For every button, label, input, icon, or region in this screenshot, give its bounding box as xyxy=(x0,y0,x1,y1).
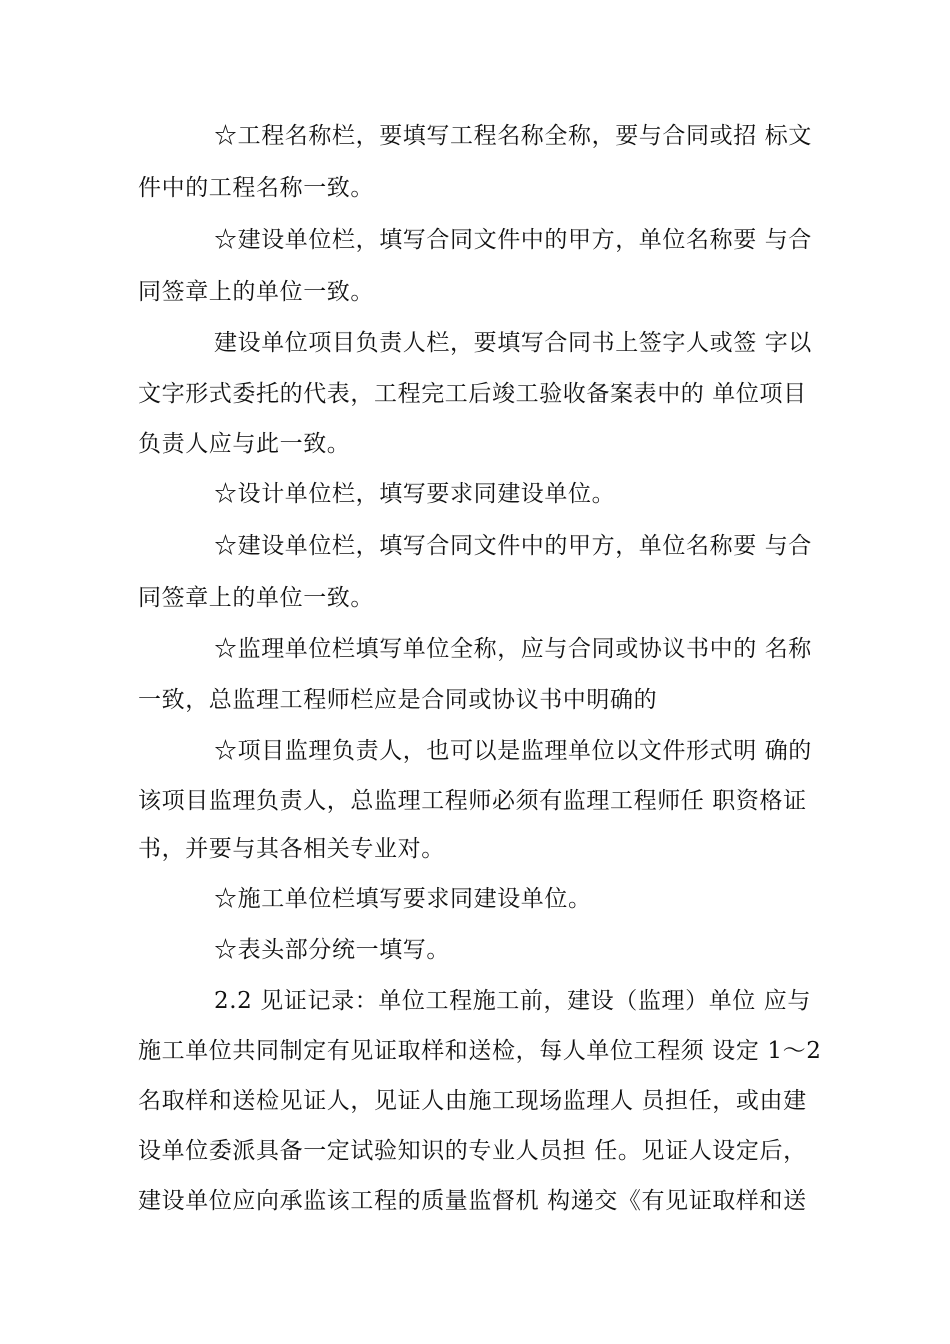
text-line: ☆设计单位栏，填写要求同建设单位。 xyxy=(214,481,616,507)
text-line: ☆建设单位栏，填写合同文件中的甲方，单位名称要 与合 xyxy=(214,227,812,253)
text-line: 同签章上的单位一致。 xyxy=(138,279,374,305)
text-line: 名取样和送检见证人，见证人由施工现场监理人 员担任，或由建 xyxy=(138,1088,807,1114)
text-line: 一致，总监理工程师栏应是合同或协议书中明确的 xyxy=(138,687,658,713)
text-line: ☆工程名称栏，要填写工程名称全称，要与合同或招 标文 xyxy=(214,123,812,149)
text-line: 书，并要与其各相关专业对。 xyxy=(138,836,445,862)
text-line: 建设单位应向承监该工程的质量监督机 构递交《有见证取样和送 xyxy=(138,1188,807,1214)
text-line: 文字形式委托的代表，工程完工后竣工验收备案表中的 单位项目 xyxy=(138,381,807,407)
text-line: ☆建设单位栏，填写合同文件中的甲方，单位名称要 与合 xyxy=(214,533,812,559)
text-line: 该项目监理负责人，总监理工程师必须有监理工程师任 职资格证 xyxy=(138,788,807,814)
text-line: 设单位委派具备一定试验知识的专业人员担 任。见证人设定后， xyxy=(138,1138,807,1164)
text-line: 2.2 见证记录：单位工程施工前，建设（监理）单位 应与 xyxy=(214,988,811,1014)
text-line: ☆表头部分统一填写。 xyxy=(214,937,450,963)
text-line: 负责人应与此一致。 xyxy=(138,431,351,457)
text-line: ☆项目监理负责人，也可以是监理单位以文件形式明 确的 xyxy=(214,738,812,764)
text-line: ☆施工单位栏填写要求同建设单位。 xyxy=(214,886,592,912)
text-line: 建设单位项目负责人栏，要填写合同书上签字人或签 字以 xyxy=(214,330,812,356)
text-line: 件中的工程名称一致。 xyxy=(138,175,374,201)
text-line: 施工单位共同制定有见证取样和送检，每人单位工程须 设定 1〜2 xyxy=(138,1038,822,1064)
text-line: 同签章上的单位一致。 xyxy=(138,585,374,611)
text-line: ☆监理单位栏填写单位全称，应与合同或协议书中的 名称 xyxy=(214,636,812,662)
